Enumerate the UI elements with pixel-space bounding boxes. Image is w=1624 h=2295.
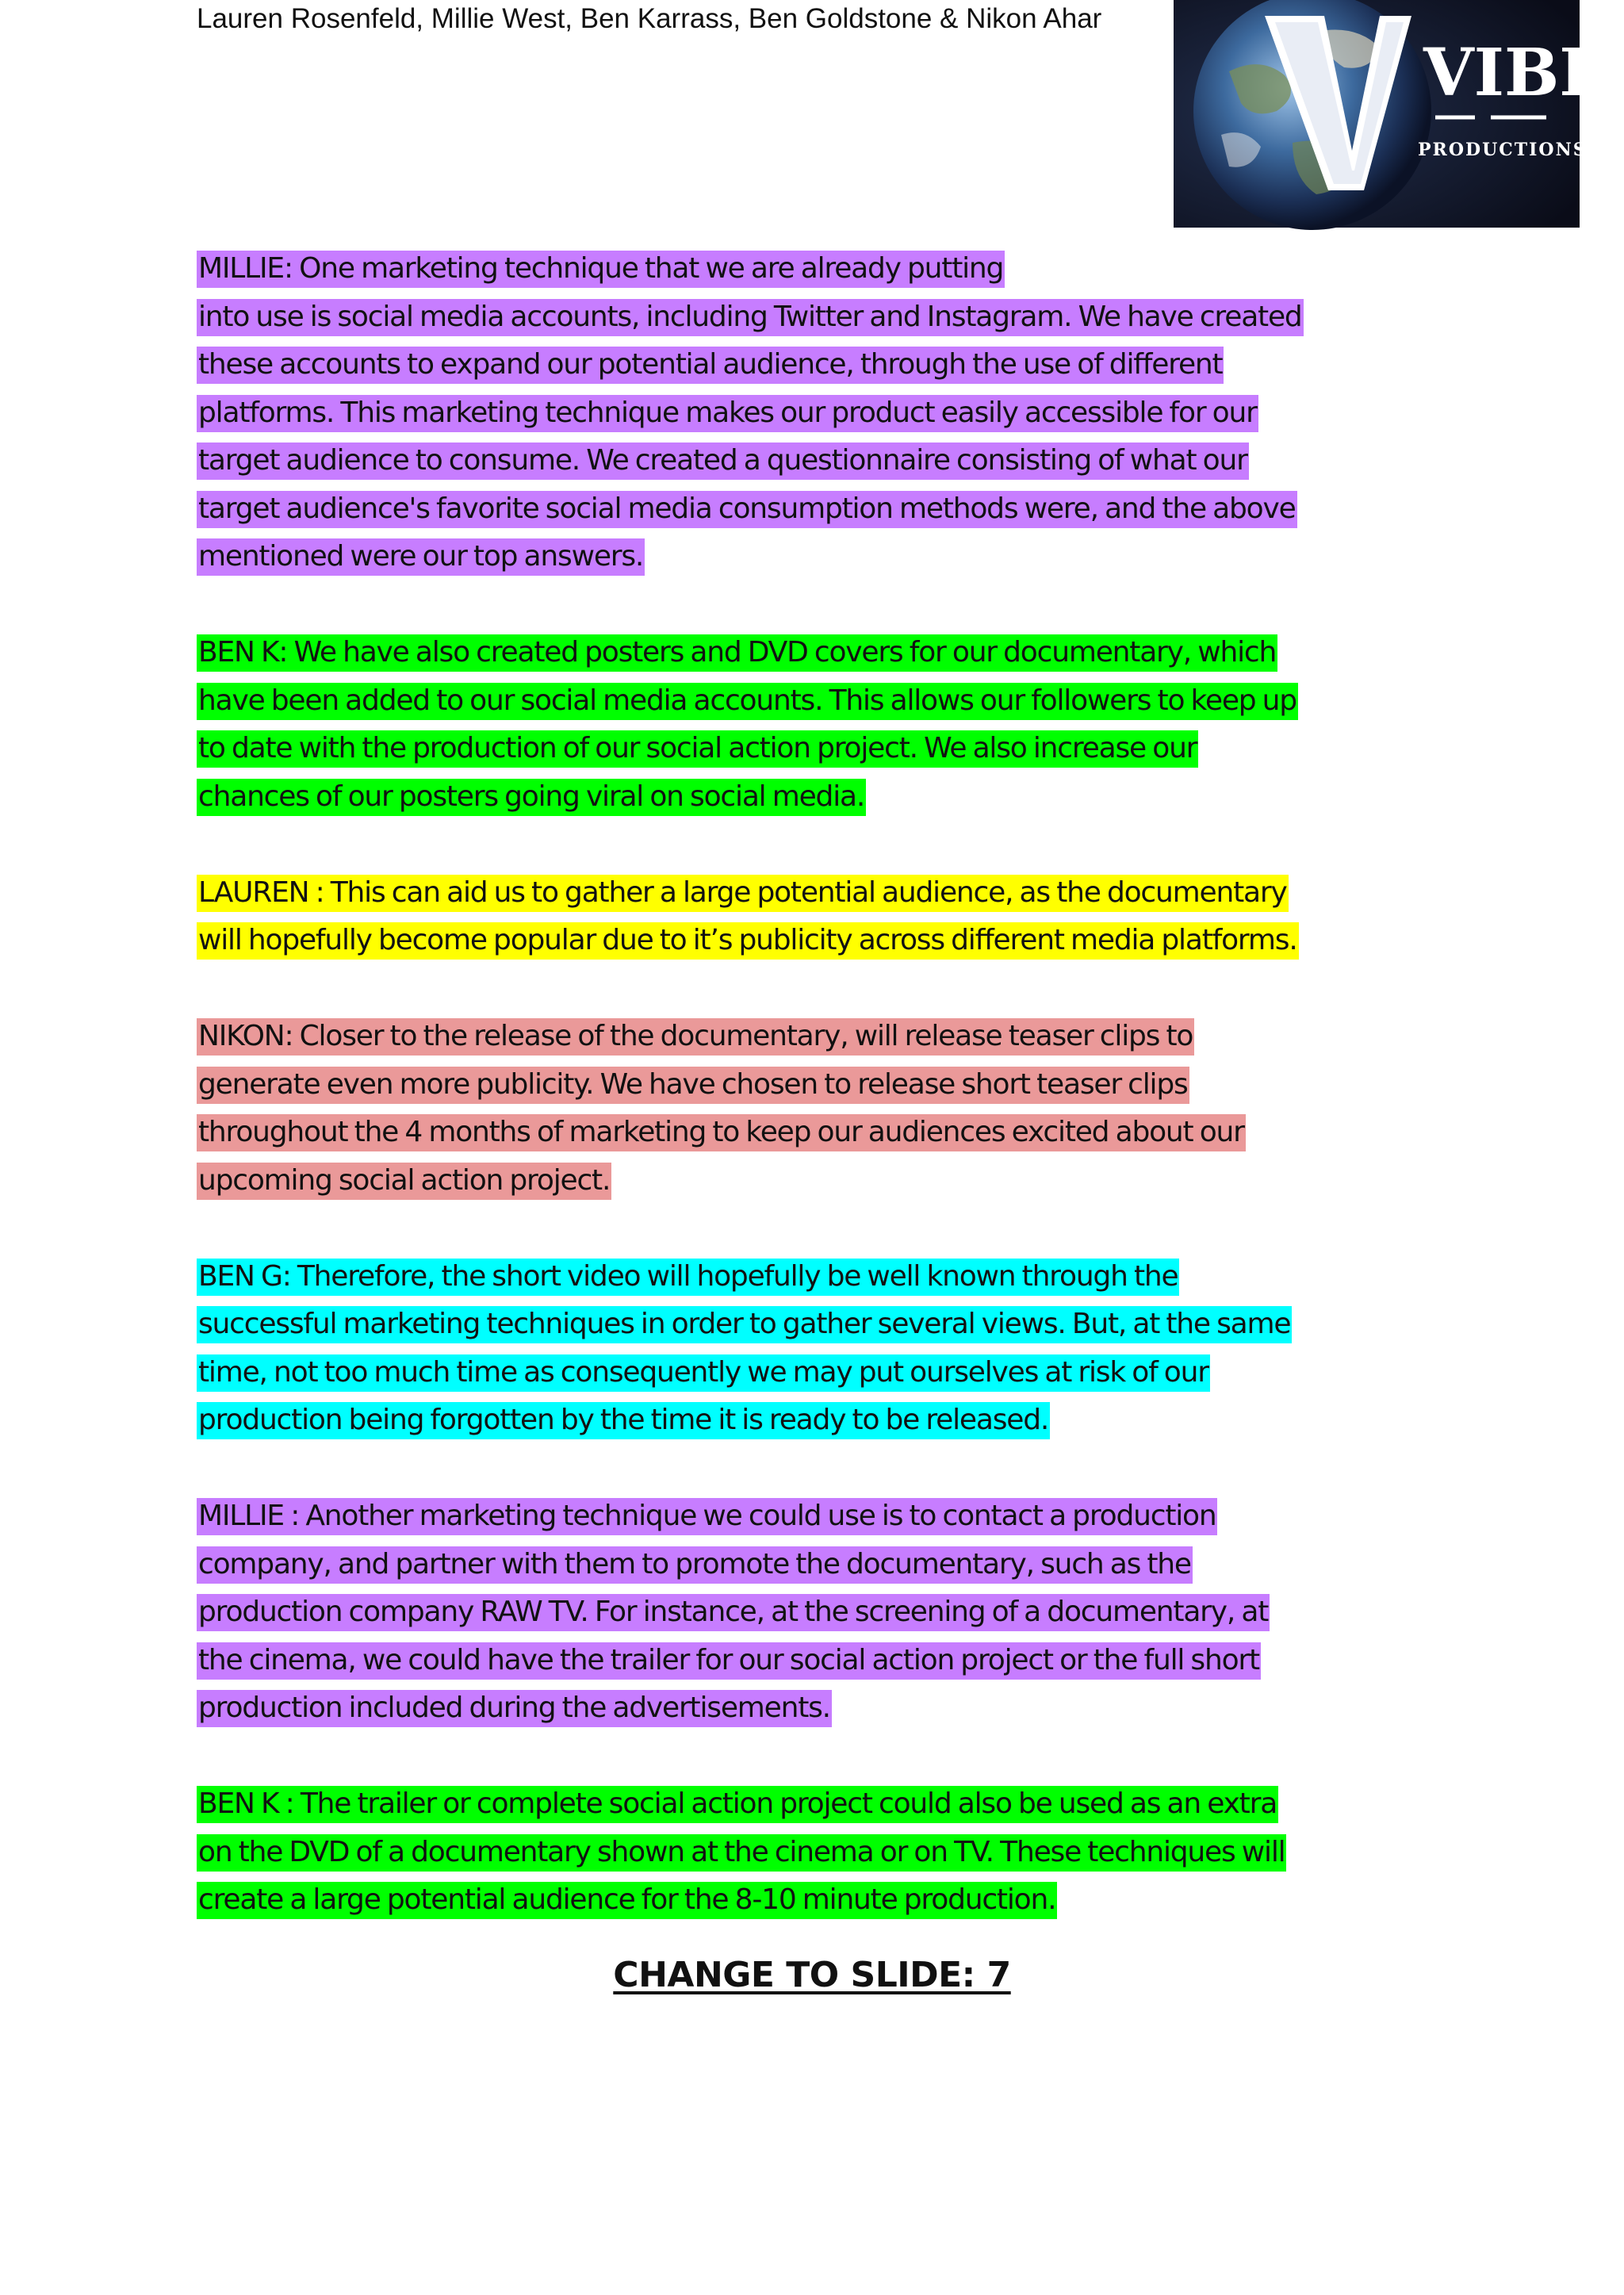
highlighted-text: LAUREN : This can aid us to gather a large potential audience, as the documentary [197, 875, 1289, 912]
dialogue-line [197, 1637, 1465, 1685]
dialogue-paragraph [197, 1013, 1465, 1205]
highlighted-text: upcoming social action project. [197, 1163, 611, 1200]
dialogue-line [197, 917, 1465, 965]
dialogue-line [197, 725, 1465, 773]
dialogue-line [197, 1253, 1465, 1301]
highlighted-text: have been added to our social media accounts. This allows our followers to keep up [197, 683, 1298, 720]
dialogue-paragraph [197, 1780, 1465, 1925]
dialogue-line [197, 1061, 1465, 1109]
dialogue-line [197, 773, 1465, 822]
globe-logo-icon [1174, 0, 1609, 228]
header-authors: Lauren Rosenfeld, Millie West, Ben Karrass, Ben Goldstone & Nikon Ahar [197, 3, 1102, 34]
highlighted-text: mentioned were our top answers. [197, 538, 645, 576]
highlighted-text: will hopefully become popular due to it’s publicity across different media platforms. [197, 922, 1299, 960]
highlighted-text: BEN K: We have also created posters and DVD covers for our documentary, which [197, 634, 1277, 672]
dialogue-line [197, 1349, 1465, 1397]
highlighted-text: BEN K : The trailer or complete social action project could also be used as an extra [197, 1786, 1278, 1823]
highlighted-text: the cinema, we could have the trailer for our social action project or the full short [197, 1642, 1261, 1680]
highlighted-text: throughout the 4 months of marketing to keep our audiences excited about our [197, 1114, 1246, 1151]
dialogue-line [197, 533, 1465, 581]
highlighted-text: to date with the production of our social action project. We also increase our [197, 730, 1198, 768]
dialogue-paragraph [197, 1253, 1465, 1445]
highlighted-text: platforms. This marketing technique makes our product easily accessible for our [197, 395, 1258, 432]
highlighted-text: target audience to consume. We created a questionnaire consisting of what our [197, 443, 1249, 480]
highlighted-text: chances of our posters going viral on social media. [197, 779, 866, 816]
highlighted-text: production included during the advertisements. [197, 1690, 832, 1727]
change-slide-heading: CHANGE TO SLIDE: 7 [613, 1955, 1011, 1995]
highlighted-text: MILLIE : Another marketing technique we could use is to contact a production [197, 1498, 1217, 1535]
highlighted-text: successful marketing techniques in order to gather several views. But, at the same [197, 1306, 1292, 1343]
dialogue-line [197, 389, 1465, 438]
dialogue-line [197, 1588, 1465, 1637]
dialogue-line [197, 1157, 1465, 1205]
dialogue-line [197, 677, 1465, 726]
highlighted-text: these accounts to expand our potential audience, through the use of different [197, 347, 1224, 384]
dialogue-line [197, 293, 1465, 342]
highlighted-text: time, not too much time as consequently we may put ourselves at risk of our [197, 1354, 1210, 1392]
logo-brand-text: VIBE [1423, 35, 1609, 111]
dialogue-line [197, 245, 1465, 293]
dialogue-paragraph [197, 629, 1465, 821]
highlighted-text: MILLIE: One marketing technique that we are already putting [197, 251, 1005, 288]
dialogue-line [197, 437, 1465, 485]
dialogue-line [197, 1301, 1465, 1349]
dialogue-paragraph [197, 869, 1465, 965]
dialogue-line [197, 1492, 1465, 1541]
highlighted-text: on the DVD of a documentary shown at the cinema or on TV. These techniques will [197, 1834, 1286, 1872]
vibe-productions-logo [1174, 0, 1609, 228]
dialogue-line [197, 1397, 1465, 1445]
dialogue-line [197, 1109, 1465, 1157]
dialogue-line [197, 1829, 1465, 1877]
logo-subtitle-text: PRODUCTIONS [1418, 140, 1588, 160]
dialogue-paragraph [197, 245, 1465, 581]
highlighted-text: NIKON: Closer to the release of the documentary, will release teaser clips to [197, 1018, 1194, 1056]
dialogue-line [197, 1876, 1465, 1925]
highlighted-text: production company RAW TV. For instance, at the screening of a documentary, at [197, 1594, 1270, 1631]
highlighted-text: BEN G: Therefore, the short video will hopefully be well known through the [197, 1259, 1179, 1296]
highlighted-text: into use is social media accounts, including Twitter and Instagram. We have created [197, 299, 1304, 336]
highlighted-text: generate even more publicity. We have chosen to release short teaser clips [197, 1067, 1189, 1104]
dialogue-line [197, 1541, 1465, 1589]
dialogue-line [197, 1013, 1465, 1061]
dialogue-line [197, 1780, 1465, 1829]
dialogue-line [197, 1684, 1465, 1733]
highlighted-text: target audience's favorite social media consumption methods were, and the above [197, 491, 1297, 528]
highlighted-text: company, and partner with them to promote the documentary, such as the [197, 1546, 1193, 1584]
dialogue-paragraph [197, 1492, 1465, 1733]
highlighted-text: create a large potential audience for the 8-10 minute production. [197, 1882, 1057, 1919]
dialogue-line [197, 869, 1465, 918]
highlighted-text: production being forgotten by the time it is ready to be released. [197, 1402, 1050, 1439]
script-body [197, 245, 1465, 1972]
dialogue-line [197, 629, 1465, 677]
dialogue-line [197, 485, 1465, 534]
dialogue-line [197, 341, 1465, 389]
